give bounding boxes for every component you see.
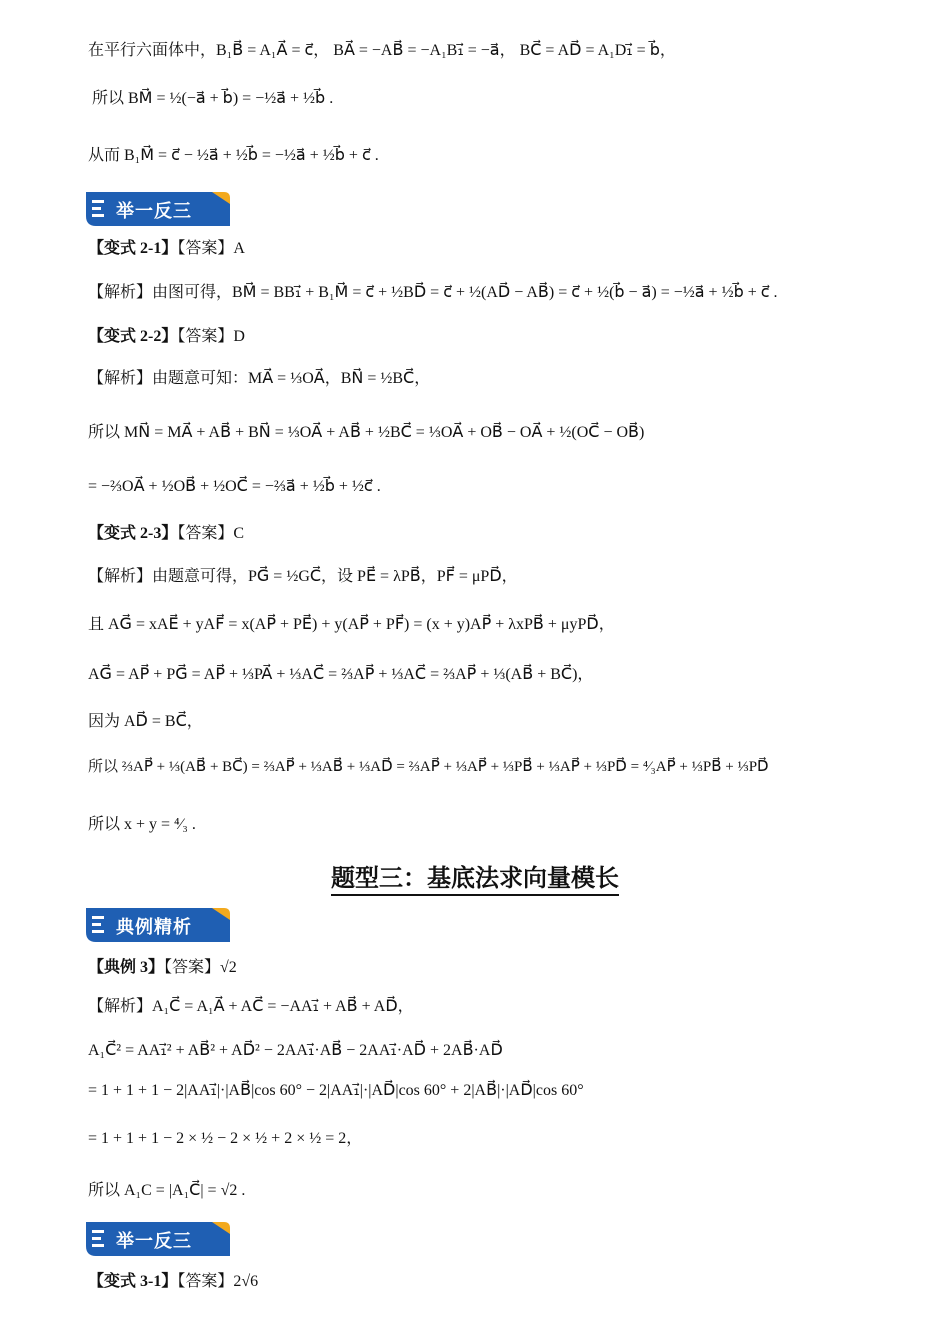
variant-2-3-line6: 所以 x + y = ⁴⁄₃ . bbox=[88, 816, 196, 833]
example-3 bbox=[88, 957, 237, 979]
banner-title: 举一反三 bbox=[116, 201, 192, 222]
variant-2-1-solution: 【解析】由图可得，BM⃗ = BB₁⃗ + B₁M⃗ = c⃗ + ½BD⃗ = c⃗ + ½(AD⃗ − AB⃗) = c⃗ + ½(b⃗ − a⃗) = −½a⃗ + ½b⃗ + c⃗ . bbox=[88, 284, 778, 301]
practice-banner-2 bbox=[86, 1222, 230, 1256]
line-b1m: 从而 B₁M⃗ = c⃗ − ½a⃗ + ½b⃗ = −½a⃗ + ½b⃗ + c⃗ . bbox=[88, 147, 379, 164]
example-3-line4: = 1 + 1 + 1 − 2 × ½ − 2 × ½ + 2 × ½ = 2， bbox=[88, 1130, 363, 1147]
variant-2-3-line2: 且 AG⃗ = xAE⃗ + yAF⃗ = x(AP⃗ + PE⃗) + y(AP⃗ + PF⃗) = (x + y)AP⃗ + λxPB⃗ + μyPD⃗， bbox=[88, 616, 615, 633]
variant-2-2 bbox=[88, 326, 245, 348]
example-3-solution: 【解析】A₁C⃗ = A₁A⃗ + AC⃗ = −AA₁⃗ + AB⃗ + AD⃗， bbox=[88, 998, 414, 1015]
example-3-line5: 所以 A₁C = |A₁C⃗| = √2 . bbox=[88, 1182, 246, 1199]
line-bm: 所以 BM⃗ = ½(−a⃗ + b⃗) = −½a⃗ + ½b⃗ . bbox=[92, 90, 334, 107]
variant-2-3-line5: 所以 ⅔AP⃗ + ⅓(AB⃗ + BC⃗) = ⅔AP⃗ + ⅓AB⃗ + ⅓AD⃗ = ⅔AP⃗ + ⅓AP⃗ + ⅓PB⃗ + ⅓AP⃗ + ⅓PD⃗ = ⁴⁄₃AP⃗ + ⅓PB⃗ + ⅓PD⃗ bbox=[88, 759, 769, 775]
line-parallelepiped: 在平行六面体中，B₁B⃗ = A₁A⃗ = c⃗， BA⃗ = −AB⃗ = −A₁B₁⃗ = −a⃗， BC⃗ = AD⃗ = A₁D₁⃗ = b⃗， bbox=[88, 42, 676, 59]
answer: 【答案】2√6 bbox=[177, 1273, 259, 1290]
variant-tag: 【变式 2-2】 bbox=[88, 328, 178, 345]
example-3-line2: A₁C⃗² = AA₁⃗² + AB⃗² + AD⃗² − 2AA₁⃗·AB⃗ − 2AA₁⃗·AD⃗ + 2AB⃗·AD⃗ bbox=[88, 1042, 503, 1059]
practice-banner-1 bbox=[86, 192, 230, 226]
answer: 【答案】A bbox=[177, 240, 245, 257]
variant-tag: 【变式 3-1】 bbox=[88, 1273, 178, 1290]
example-banner bbox=[86, 908, 230, 942]
variant-tag: 【变式 2-3】 bbox=[88, 525, 178, 542]
banner-title: 举一反三 bbox=[116, 1231, 192, 1252]
variant-2-2-solution: 【解析】由题意可知：MA⃗ = ⅓OA⃗，BN⃗ = ½BC⃗， bbox=[88, 370, 431, 387]
variant-2-3-line4: 因为 AD⃗ = BC⃗， bbox=[88, 713, 203, 730]
answer: 【答案】D bbox=[177, 328, 245, 345]
example-3-line3: = 1 + 1 + 1 − 2|AA₁⃗|·|AB⃗|cos 60° − 2|AA₁⃗|·|AD⃗|cos 60° + 2|AB⃗|·|AD⃗|cos 60° bbox=[88, 1082, 584, 1099]
variant-2-3-solution: 【解析】由题意可得，PG⃗ = ½GC⃗，设 PE⃗ = λPB⃗，PF⃗ = μPD⃗， bbox=[88, 568, 518, 585]
answer: 【答案】C bbox=[177, 525, 245, 542]
variant-2-2-line3: = −⅔OA⃗ + ½OB⃗ + ½OC⃗ = −⅔a⃗ + ½b⃗ + ½c⃗ . bbox=[88, 478, 381, 495]
example-tag: 【典例 3】 bbox=[88, 959, 165, 976]
variant-2-1 bbox=[88, 238, 245, 260]
variant-2-3 bbox=[88, 523, 244, 545]
section-heading: 题型三：基底法求向量模长 bbox=[0, 858, 950, 893]
variant-2-2-line2: 所以 MN⃗ = MA⃗ + AB⃗ + BN⃗ = ⅓OA⃗ + AB⃗ + ½BC⃗ = ⅓OA⃗ + OB⃗ − OA⃗ + ½(OC⃗ − OB⃗) bbox=[88, 424, 645, 441]
variant-2-3-line3: AG⃗ = AP⃗ + PG⃗ = AP⃗ + ⅓PA⃗ + ⅓AC⃗ = ⅔AP⃗ + ⅓AC⃗ = ⅔AP⃗ + ⅓(AB⃗ + BC⃗)， bbox=[88, 666, 594, 683]
banner-title: 典例精析 bbox=[116, 917, 192, 938]
variant-3-1 bbox=[88, 1271, 258, 1293]
answer: 【答案】√2 bbox=[164, 959, 237, 976]
variant-tag: 【变式 2-1】 bbox=[88, 240, 178, 257]
